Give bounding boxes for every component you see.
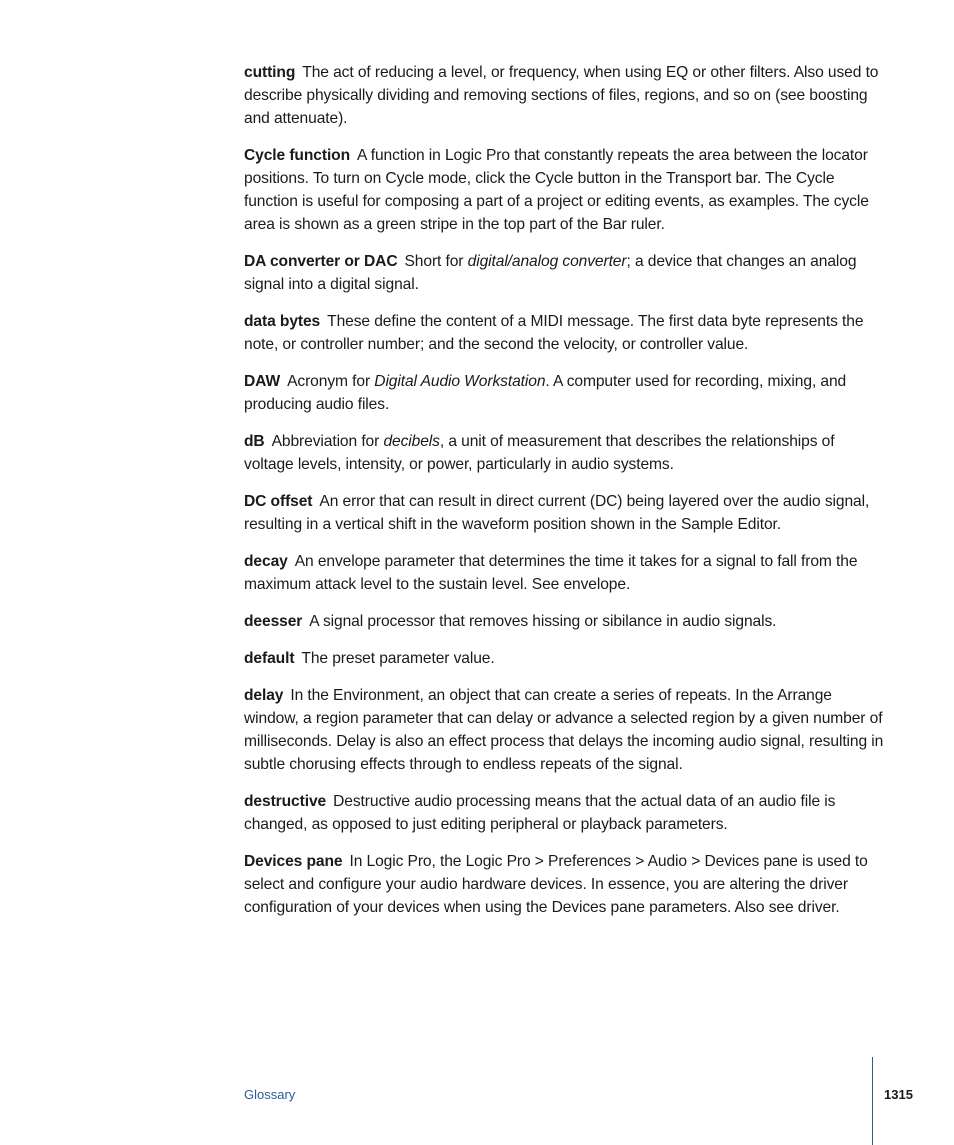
glossary-definition-text: Abbreviation for	[271, 433, 384, 450]
footer-divider	[872, 1057, 873, 1145]
glossary-italic-text: decibels	[383, 433, 440, 450]
glossary-definition-text: A signal processor that removes hissing or sibilance in audio signals.	[309, 613, 777, 630]
glossary-term: delay	[244, 687, 284, 704]
glossary-definition-text: The preset parameter value.	[301, 650, 495, 667]
glossary-entry	[244, 490, 884, 536]
glossary-entry	[244, 647, 884, 670]
glossary-definition-text: These define the content of a MIDI message. The first data byte represents the note, or controller number; and the second the velocity, or controller value.	[244, 313, 864, 353]
glossary-term: cutting	[244, 64, 296, 81]
glossary-definition-text: ; a device that changes an analog signal into a digital signal.	[244, 253, 857, 293]
glossary-term: destructive	[244, 793, 327, 810]
glossary-term: DAW	[244, 373, 281, 390]
glossary-entry	[244, 370, 884, 416]
glossary-definition-text: Acronym for	[287, 373, 375, 390]
glossary-term: dB	[244, 433, 265, 450]
glossary-entries	[244, 61, 884, 933]
glossary-definition-text: A function in Logic Pro that constantly repeats the area between the locator positions. To turn on Cycle mode, click the Cycle button in the Transport bar. The Cycle function is useful for composing a part of a project or editing events, as examples. The cycle area is shown as a green stripe in the top part of the Bar ruler.	[244, 147, 869, 233]
glossary-definition-text: In the Environment, an object that can create a series of repeats. In the Arrange window, a region parameter that can delay or advance a selected region by a given number of milliseconds. Delay is also an effect process that delays the incoming audio signal, resulting in subtle chorusing effects through to endless repeats of the signal.	[244, 687, 884, 773]
glossary-entry	[244, 310, 884, 356]
glossary-term: decay	[244, 553, 288, 570]
glossary-entry	[244, 610, 884, 633]
glossary-term: default	[244, 650, 295, 667]
glossary-definition-text: Destructive audio processing means that the actual data of an audio file is changed, as opposed to just editing peripheral or playback parameters.	[244, 793, 836, 833]
glossary-entry	[244, 61, 884, 130]
glossary-definition-text: . A computer used for recording, mixing, and producing audio files.	[244, 373, 847, 413]
glossary-definition-text: , a unit of measurement that describes the relationships of voltage levels, intensity, or power, particularly in audio systems.	[244, 433, 835, 473]
glossary-definition-text: The act of reducing a level, or frequency, when using EQ or other filters. Also used to describe physically dividing and removing sections of files, regions, and so on (see boosting and attenuate).	[244, 64, 879, 127]
glossary-entry	[244, 430, 884, 476]
glossary-definition-text: An error that can result in direct current (DC) being layered over the audio signal, resulting in a vertical shift in the waveform position shown in the Sample Editor.	[244, 493, 870, 533]
glossary-definition-text: Short for	[404, 253, 468, 270]
glossary-italic-text: Digital Audio Workstation	[374, 373, 546, 390]
glossary-entry	[244, 790, 884, 836]
page-number: 1315	[884, 1087, 913, 1102]
glossary-entry	[244, 144, 884, 236]
glossary-term: Cycle function	[244, 147, 351, 164]
glossary-entry	[244, 250, 884, 296]
glossary-term: Devices pane	[244, 853, 343, 870]
glossary-term: DC offset	[244, 493, 313, 510]
glossary-term: data bytes	[244, 313, 321, 330]
glossary-definition-text: An envelope parameter that determines the time it takes for a signal to fall from the maximum attack level to the sustain level. See envelope.	[244, 553, 858, 593]
glossary-term: DA converter or DAC	[244, 253, 398, 270]
glossary-entry	[244, 850, 884, 919]
glossary-term: deesser	[244, 613, 303, 630]
glossary-definition-text: In Logic Pro, the Logic Pro > Preferences > Audio > Devices pane is used to select and configure your audio hardware devices. In essence, you are altering the driver configuration of your devices when using the Devices pane parameters. Also see driver.	[244, 853, 868, 916]
glossary-italic-text: digital/analog converter	[467, 253, 627, 270]
footer-section-label: Glossary	[244, 1087, 296, 1102]
glossary-entry	[244, 550, 884, 596]
glossary-entry	[244, 684, 884, 776]
